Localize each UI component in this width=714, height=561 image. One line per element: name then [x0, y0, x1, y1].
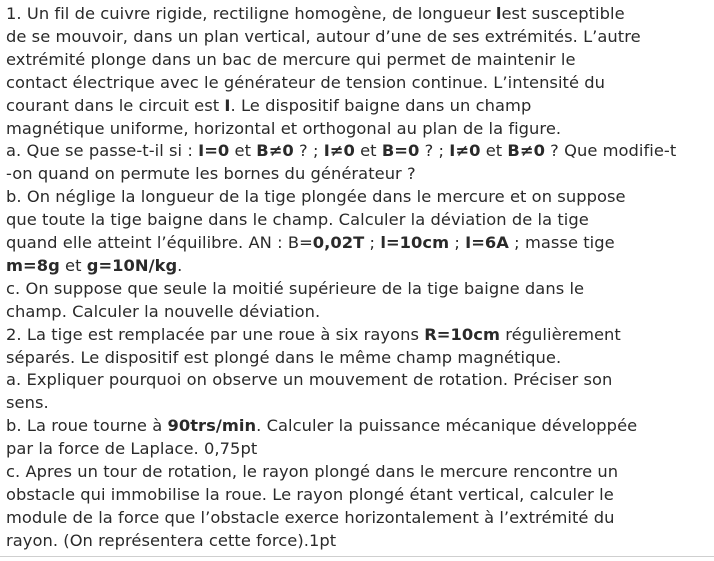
text-line — [6, 50, 710, 70]
text-line — [6, 325, 710, 345]
text-segment: ; — [364, 233, 381, 252]
text-segment: ? ; — [293, 141, 324, 161]
text-segment: ? Que modifie-t — [544, 141, 677, 161]
text-line — [6, 256, 710, 276]
text-segment: rayon. (On représentera cette force).1pt — [6, 530, 337, 550]
text-line — [6, 73, 710, 93]
text-line — [6, 210, 710, 230]
text-line — [6, 233, 710, 253]
bold-value: R=10cm — [424, 324, 500, 344]
text-segment: de se mouvoir, dans un plan vertical, autour d’une de ses extrémités. L’autre — [6, 26, 641, 46]
text-segment: courant dans le circuit est — [6, 95, 225, 115]
text-segment: extrémité plonge dans un bac de mercure qui permet de maintenir le — [6, 49, 576, 69]
text-segment: 1. Un fil de cuivre rigide, rectiligne homogène, de longueur — [6, 4, 496, 23]
text-line — [6, 531, 710, 551]
bold-value: I≠0 — [449, 141, 481, 161]
text-segment: -on quand on permute les bornes du générateur ? — [6, 164, 416, 184]
text-segment: est susceptible — [501, 4, 625, 23]
text-line — [6, 141, 710, 161]
text-line — [6, 416, 710, 436]
text-line — [6, 279, 710, 299]
bold-value: g=10N/kg — [86, 255, 178, 275]
text-line — [6, 508, 710, 528]
text-segment: et — [229, 141, 257, 161]
text-segment: champ. Calculer la nouvelle déviation. — [6, 301, 321, 321]
text-line — [6, 462, 710, 482]
text-segment: . — [177, 255, 183, 275]
text-segment: magnétique uniforme, horizontal et orthogonal au plan de la figure. — [6, 118, 562, 138]
bold-value: m=8g — [6, 255, 60, 275]
text-segment: et — [480, 141, 508, 161]
text-segment: 2. La tige est remplacée par une roue à six rayons — [6, 324, 425, 344]
text-segment: sens. — [6, 393, 49, 413]
text-segment: que toute la tige baigne dans le champ. Calculer la déviation de la tige — [6, 210, 589, 230]
text-segment: . Calculer la puissance mécanique développée — [256, 416, 638, 436]
text-line — [6, 485, 710, 505]
text-line — [6, 348, 710, 368]
bold-value: l — [495, 4, 502, 23]
text-segment: a. Expliquer pourquoi on observe un mouvement de rotation. Préciser son — [6, 370, 613, 390]
text-segment: contact électrique avec le générateur de tension continue. L’intensité du — [6, 72, 606, 92]
text-segment: a. Que se passe-t-il si : — [6, 141, 199, 161]
text-line — [6, 4, 710, 24]
text-segment: c. On suppose que seule la moitié supérieure de la tige baigne dans le — [6, 278, 585, 298]
text-segment: . Le dispositif baigne dans un champ — [230, 95, 532, 115]
text-line — [6, 27, 710, 47]
text-segment: b. On néglige la longueur de la tige plongée dans le mercure et on suppose — [6, 187, 626, 207]
text-line — [6, 164, 710, 184]
bold-value: B≠0 — [256, 141, 294, 161]
text-line — [6, 96, 710, 116]
text-segment: et — [59, 255, 87, 275]
text-line — [6, 393, 710, 413]
bold-value: I — [224, 95, 231, 115]
text-segment: obstacle qui immobilise la roue. Le rayon plongé étant vertical, calculer le — [6, 484, 614, 504]
bold-value: 90trs/min — [167, 416, 257, 436]
text-segment: par la force de Laplace. 0,75pt — [6, 439, 258, 459]
bold-value: B≠0 — [507, 141, 545, 161]
text-segment: module de la force que l’obstacle exerce horizontalement à l’extrémité du — [6, 507, 615, 527]
text-segment: ; — [449, 233, 466, 252]
text-segment: ; masse tige — [508, 233, 615, 252]
text-segment: quand elle atteint l’équilibre. AN : B= — [6, 233, 313, 252]
bold-value: B=0 — [381, 141, 420, 161]
bottom-divider — [0, 556, 714, 557]
bold-value: l=10cm — [380, 233, 450, 252]
text-segment: ? ; — [419, 141, 450, 161]
text-line — [6, 302, 710, 322]
text-line — [6, 187, 710, 207]
text-segment: séparés. Le dispositif est plongé dans le même champ magnétique. — [6, 347, 562, 367]
text-segment: régulièrement — [499, 324, 621, 344]
text-line — [6, 439, 710, 459]
bold-value: I=0 — [198, 141, 230, 161]
bold-value: I≠0 — [323, 141, 355, 161]
text-line — [6, 370, 710, 390]
text-segment: b. La roue tourne à — [6, 416, 168, 436]
bold-value: I=6A — [465, 233, 509, 252]
text-line — [6, 119, 710, 139]
text-segment: c. Apres un tour de rotation, le rayon plongé dans le mercure rencontre un — [6, 462, 619, 481]
text-segment: et — [354, 141, 382, 161]
bold-value: 0,02T — [312, 233, 365, 252]
